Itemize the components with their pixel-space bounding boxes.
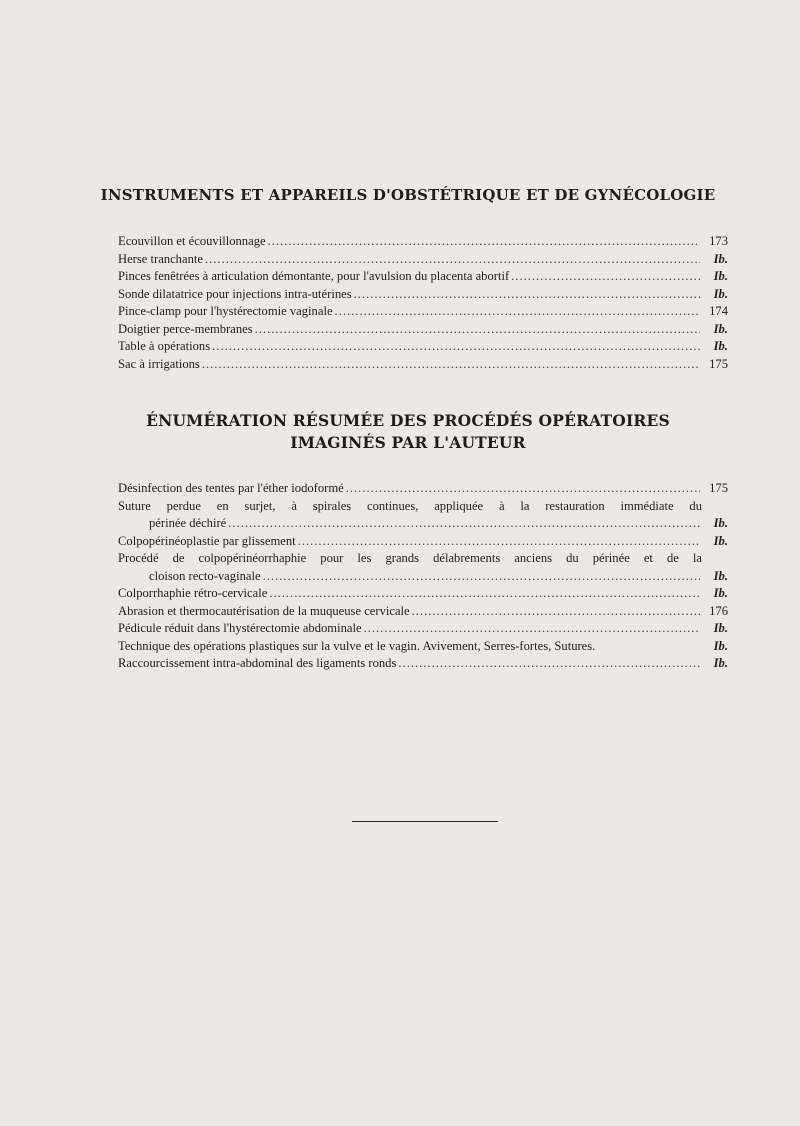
entry-page: Ib.: [713, 586, 728, 600]
entry-page: 175: [709, 481, 728, 495]
entry-text: Technique des opérations plastiques sur la vulve et le vagin. Avivement, Serres-fortes, Sutures.: [118, 638, 596, 653]
entry-page: Ib.: [713, 568, 728, 583]
entry-text: Pinces fenêtrées à articulation démontante, pour l'avulsion du placenta abortif: [118, 269, 510, 283]
leader-dots: [263, 568, 700, 586]
entry-page: Ib.: [713, 516, 728, 530]
toc-entry: [118, 251, 728, 269]
leader-dots: [346, 480, 700, 498]
leader-dots: [202, 356, 700, 374]
leader-dots: [354, 286, 700, 304]
leader-dots: [364, 620, 700, 638]
leader-dots: [511, 268, 700, 286]
leader-dots: [212, 338, 700, 356]
entry-text: Raccourcissement intra-abdominal des ligaments ronds: [118, 656, 397, 670]
toc-instruments: [118, 233, 728, 373]
leader-dots: [228, 515, 700, 533]
entry-page: Ib.: [713, 321, 728, 336]
closing-rule: [352, 821, 498, 822]
entry-text: Herse tranchante: [118, 251, 203, 266]
entry-page: 175: [709, 356, 728, 371]
entry-text: Suture perdue en surjet, à spirales continues, appliquée à la restauration immédiate du: [118, 498, 702, 513]
entry-text: Sonde dilatatrice pour injections intra-utérines: [118, 286, 352, 301]
entry-text: Doigtier perce-membranes: [118, 321, 253, 336]
toc-entry: [118, 286, 728, 304]
entry-text: Procédé de colpopérinéorrhaphie pour les grands délabrements anciens du périnée et de la: [118, 551, 702, 565]
leader-dots: [412, 603, 700, 621]
entry-page: Ib.: [713, 339, 728, 353]
entry-text: périnée déchiré: [149, 516, 227, 530]
section-title-procedures-line2: IMAGINÉS PAR L'AUTEUR: [290, 433, 526, 452]
entry-text: Pince-clamp pour l'hystérectomie vaginale: [118, 304, 333, 318]
entry-page: Ib.: [713, 251, 728, 266]
toc-entry: [118, 585, 728, 603]
toc-entry: [118, 338, 728, 356]
entry-page: Ib.: [713, 621, 728, 635]
toc-entry-line1: [118, 498, 728, 516]
toc-entry: [118, 233, 728, 251]
leader-dots: [269, 585, 700, 603]
toc-entry-line2: [118, 515, 728, 533]
entry-text: Pédicule réduit dans l'hystérectomie abdominale: [118, 621, 362, 635]
entry-text: Colporrhaphie rétro-cervicale: [118, 586, 268, 600]
leader-dots: [398, 655, 700, 673]
entry-text: Désinfection des tentes par l'éther iodoformé: [118, 481, 344, 495]
leader-dots: [255, 321, 700, 339]
entry-page: 174: [709, 304, 728, 318]
toc-entry: [118, 356, 728, 374]
entry-text: Sac à irrigations: [118, 356, 200, 371]
toc-entry: [118, 638, 728, 656]
entry-page: Ib.: [713, 269, 728, 283]
section-title-procedures-line1: ÉNUMÉRATION RÉSUMÉE DES PROCÉDÉS OPÉRATOIRES: [146, 411, 670, 430]
toc-entry: [118, 655, 728, 673]
entry-page: Ib.: [713, 286, 728, 301]
toc-entry: [118, 603, 728, 621]
toc-entry: [118, 533, 728, 551]
toc-entry: [118, 620, 728, 638]
toc-entry-line2: [118, 568, 728, 586]
entry-text: cloison recto-vaginale: [149, 568, 261, 583]
leader-dots: [298, 533, 700, 551]
toc-entry: [118, 268, 728, 286]
entry-text: Abrasion et thermocautérisation de la muqueuse cervicale: [118, 603, 410, 618]
entry-text: Colpopérinéoplastie par glissement: [118, 533, 296, 548]
toc-entry-line1: [118, 550, 728, 568]
toc-procedures: [118, 480, 728, 673]
leader-dots: [268, 233, 700, 251]
entry-text: Table à opérations: [118, 339, 211, 353]
entry-page: Ib.: [713, 533, 728, 548]
toc-entry: [118, 321, 728, 339]
entry-page: Ib.: [713, 638, 728, 653]
leader-dots: [205, 251, 700, 269]
toc-entry: [118, 303, 728, 321]
entry-page: Ib.: [713, 656, 728, 670]
section-title-instruments: INSTRUMENTS ET APPAREILS D'OBSTÉTRIQUE ET DE GYNÉCOLOGIE: [100, 186, 716, 204]
toc-entry: [118, 480, 728, 498]
entry-page: 176: [709, 603, 728, 618]
leader-dots: [335, 303, 700, 321]
entry-text: Ecouvillon et écouvillonnage: [118, 234, 266, 248]
entry-page: 173: [709, 234, 728, 248]
